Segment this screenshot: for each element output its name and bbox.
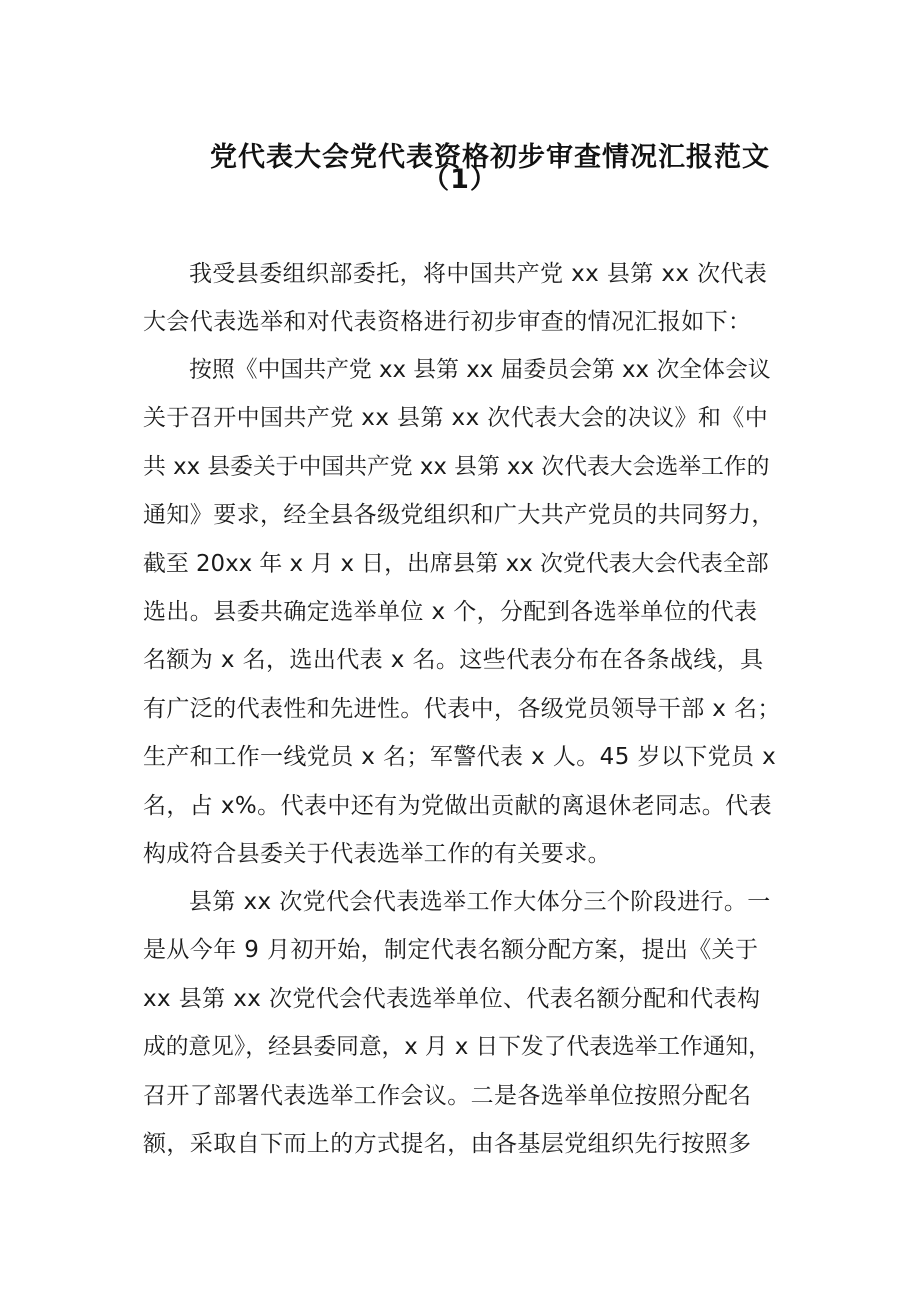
paragraph-line: 有广泛的代表性和先进性。代表中，各级党员领导干部 x 名； <box>143 695 781 722</box>
paragraph-line: 共 xx 县委关于中国共产党 xx 县第 xx 次代表大会选举工作的 <box>143 453 770 480</box>
document-title-line-2: （1） <box>422 164 498 195</box>
paragraph-1 <box>143 250 783 347</box>
paragraph-line: 按照《中国共产党 xx 县第 xx 届委员会第 xx 次全体会议 <box>189 357 771 383</box>
paragraph-3 <box>143 878 783 1168</box>
paragraph-line: 我受县委组织部委托，将中国共产党 xx 县第 xx 次代表 <box>189 261 768 287</box>
paragraph-line: 关于召开中国共产党 xx 县第 xx 次代表大会的决议》和《中 <box>143 405 769 432</box>
paragraph-line: 构成符合县委关于代表选举工作的有关要求。 <box>143 840 611 867</box>
paragraph-line: 通知》要求，经全县各级党组织和广大共产党员的共同努力， <box>143 502 775 529</box>
paragraph-line: xx 县第 xx 次党代会代表选举单位、代表名额分配和代表构 <box>143 985 761 1012</box>
paragraph-line: 截至 20xx 年 x 月 x 日，出席县第 xx 次党代表大会代表全部 <box>143 550 769 577</box>
paragraph-line: 县第 xx 次党代会代表选举工作大体分三个阶段进行。一 <box>189 889 771 915</box>
paragraph-line: 是从今年 9 月初开始，制定代表名额分配方案，提出《关于 <box>143 937 759 964</box>
paragraph-line: 成的意见》，经县委同意，x 月 x 日下发了代表选举工作通知， <box>143 1034 771 1061</box>
paragraph-2 <box>143 346 783 878</box>
paragraph-line: 名额为 x 名，选出代表 x 名。这些代表分布在各条战线，具 <box>143 647 764 674</box>
paragraph-line: 选出。县委共确定选举单位 x 个，分配到各选举单位的代表 <box>143 598 758 625</box>
paragraph-line: 大会代表选举和对代表资格进行初步审查的情况汇报如下： <box>143 309 752 336</box>
paragraph-line: 召开了部署代表选举工作会议。二是各选举单位按照分配名 <box>143 1082 752 1109</box>
document-title-line-1: 党代表大会党代表资格初步审查情况汇报范文 <box>210 142 770 173</box>
paragraph-line: 额，采取自下而上的方式提名，由各基层党组织先行按照多 <box>143 1130 752 1157</box>
paragraph-line: 名，占 x%。代表中还有为党做出贡献的离退休老同志。代表 <box>143 792 772 819</box>
paragraph-line: 生产和工作一线党员 x 名；军警代表 x 人。45 岁以下党员 x <box>143 744 777 771</box>
